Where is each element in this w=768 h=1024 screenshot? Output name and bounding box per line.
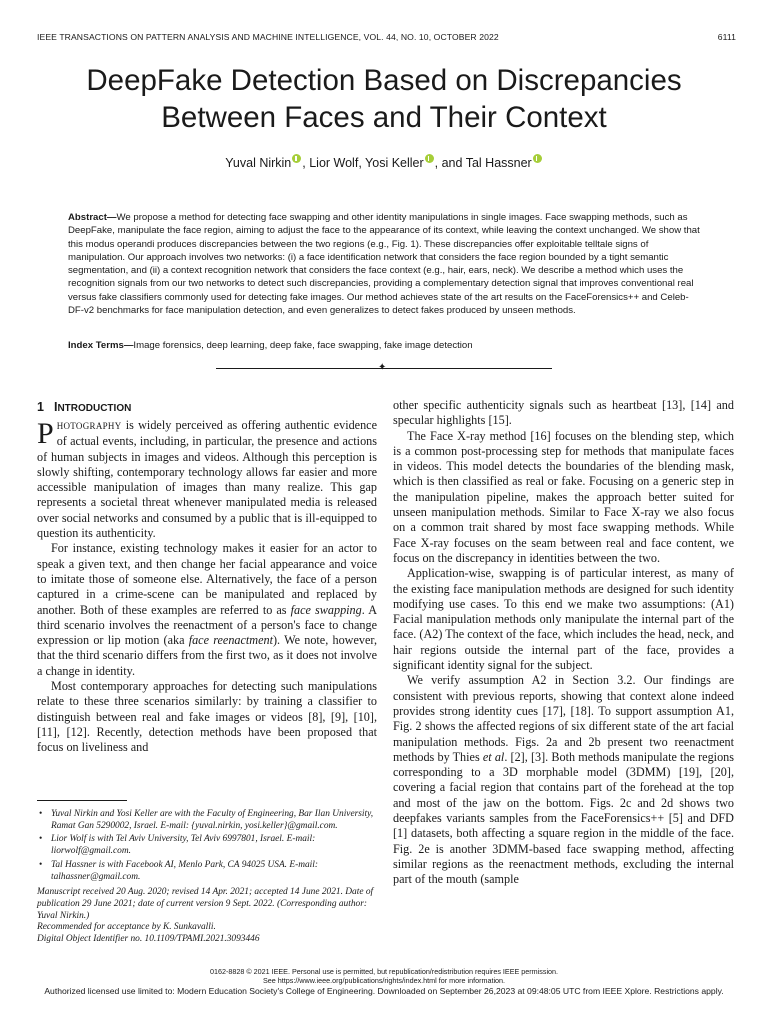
- separator-diamond-icon: ✦: [378, 362, 387, 373]
- author-name: Tal Hassner: [465, 156, 532, 170]
- index-terms-label: Index Terms: [68, 340, 124, 351]
- paragraph: Application-wise, swapping is of particular interest, as many of the existing face manipulation methods are designed for such identity modifying use cases. To this end we make two assumptions: (A1) Facial manipulation methods only manipulate the internal part of the face. (A2) The context of the face, which includes the head, neck, and hair regions outside the internal part of the face, provides a significant identity signal for the subject.: [393, 566, 734, 673]
- section-title-rest: NTRODUCTION: [57, 403, 132, 414]
- paragraph-text: . A third scenario involves the reenactment of a person's face to change expression or lip motion (aka: [37, 602, 377, 648]
- small-caps-lead: HOTOGRAPHY: [56, 421, 122, 431]
- paragraph: [393, 673, 734, 887]
- doi-line: Digital Object Identifier no. 10.1109/TPAMI.2021.3093446: [37, 934, 260, 945]
- index-terms-text: Image forensics, deep learning, deep fake, face swapping, fake image detection: [133, 340, 473, 351]
- abstract-text: We propose a method for detecting face swapping and other identity manipulations in single images. Face swapping methods, such as DeepFake, manipulate the face region, aiming to adjust the face to the appearance of its context, while leaving the context unchanged. We show that this modus operandi produces discrepancies between the two regions (e.g., Fig. 1). These discrepancies offer exploitable telltale signs of manipulation. Our approach involves two networks: (i) a face identification network that considers the face region bounded by a tight semantic segmentation, and (ii) a context recognition network that considers the face context (e.g., hair, ears, neck). We describe a method which uses the recognition signals from our two networks to detect such discrepancies, providing a complementary detection signal that improves conventional real versus fake classifiers commonly used for detecting fake images. Our method achieves state of the art results on the FaceForensics++ and Celeb-DF-v2 benchmarks for face manipulation detection, and even generalizes to detect fakes produced by unseen methods.: [68, 212, 700, 317]
- history-line: Manuscript received 20 Aug. 2020; revised 14 Apr. 2021; accepted 14 June 2021. Date of publication 29 June 2021; date of current version 9 Sept. 2022. (Corresponding author: Yuval Nirkin.): [37, 887, 374, 921]
- page-number: 6111: [717, 32, 736, 42]
- affiliation-footnote: • Tal Hassner is with Facebook AI, Menlo Park, CA 94025 USA. E-mail: talhassner@gmail.com.: [51, 860, 382, 883]
- journal-name: IEEE TRANSACTIONS ON PATTERN ANALYSIS AND MACHINE INTELLIGENCE, VOL. 44, NO. 10, OCTOBER 2022: [37, 32, 499, 42]
- emphasis: et al: [482, 749, 505, 764]
- paragraph: The Face X-ray method [16] focuses on the blending step, which is a common post-processing step for methods that manipulate faces in videos. This model detects the boundaries of the blending mask, which is then classified as real or fake. Focusing on a generic step in the manipulation pipeline, makes the approach better suited for unseen manipulation methods. Similar to Face X-ray we also focus on a common trait shared by most face swapping methods. While Face X-ray focuses on the seam between real and face content, we focus on the discrepancy in identities between the two.: [393, 428, 734, 565]
- abstract-label: Abstract: [68, 212, 107, 223]
- right-column: [393, 398, 734, 888]
- index-terms: Index Terms—Image forensics, deep learning, deep fake, face swapping, fake image detection: [68, 340, 473, 351]
- drop-cap: P: [37, 417, 54, 450]
- orcid-icon[interactable]: [533, 154, 542, 163]
- manuscript-history: [37, 887, 382, 946]
- author-list: [0, 154, 768, 170]
- author-name: Yosi Keller: [365, 156, 424, 170]
- author-separator: , and: [434, 156, 466, 170]
- affiliation-footnote: • Lior Wolf is with Tel Aviv University, Tel Aviv 6997801, Israel. E-mail: liorwolf@gmail.com.: [51, 834, 382, 857]
- paragraph-text: . [2], [3]. Both methods manipulate the regions corresponding to a 3D morphable model (3DMM) [19], [20], covering a facial region that contains part of the forehead at the top and most of the jaw on the bottom. Figs. 2c and 2d shows two deepfakes variants samples from the FaceForensics++ [5] and DFD [1] datasets, both affecting a square region in the middle of the face. Fig. 2e is another 3DMM-based face swapping method, affecting similar regions as the reenactment methods, excluding the internal part of the mouth (sample: [393, 749, 734, 887]
- title-line-2: Between Faces and Their Context: [161, 101, 607, 134]
- paragraph: Most contemporary approaches for detecting such manipulations relate to these three scenarios similarly: by training a classifier to distinguish between real and fake images or videos [8], [9], [10], [11], [12]. Recently, detection methods have been proposed that focus on liveliness and: [37, 679, 377, 755]
- paragraph-text: is widely perceived as offering authentic evidence of actual events, including, in particular, the presence and actions of human subjects in images and videos. Although this perception is slowly shifting, contemporary technology allows far easier and more accessible manipulation of images than many realize. This gap represents a societal threat whenever manipulated media is released over social networks and consumed by a public that is ill-equipped to question its authenticity.: [37, 418, 377, 541]
- author-name: Yuval Nirkin: [225, 156, 292, 170]
- section-heading: [37, 400, 131, 414]
- orcid-icon[interactable]: [425, 154, 434, 163]
- section-number: 1: [37, 400, 44, 414]
- paragraph-text: For instance, existing technology makes it easier for an actor to speak a given text, and then change her facial appearance and voice to imitate those of someone else. Alternatively, the face of a person captured in a crime-scene can be manipulated and replaced by another. Both of these examples are referred to as: [37, 541, 377, 617]
- abstract: Abstract—We propose a method for detecting face swapping and other identity manipulations in single images. Face swapping methods, such as DeepFake, manipulate the face region, aiming to adjust the face to the appearance of its context, while leaving the context unchanged. We show that this modus operandi produces discrepancies between the two regions (e.g., Fig. 1). These discrepancies offer exploitable telltale signs of manipulation. Our approach involves two networks: (i) a face identification network that considers the face region bounded by a tight semantic segmentation, and (ii) a context recognition network that considers the face context (e.g., hair, ears, neck). We describe a method which uses the recognition signals from our two networks to detect such discrepancies, providing a complementary detection signal that improves conventional real versus fake classifiers commonly used for detecting fake images. Our method achieves state of the art results on the FaceForensics++ and Celeb-DF-v2 benchmarks for face manipulation detection, and even generalizes to detect fakes produced by unseen methods.: [68, 212, 700, 317]
- download-notice: Authorized licensed use limited to: Modern Education Society's College of Engineering. Downloaded on September 26,2023 at 09:48:05 UTC from IEEE Xplore. Restrictions apply.: [44, 986, 724, 996]
- paragraph-text: We verify assumption A2 in Section 3.2. Our findings are consistent with previous reports, showing that context alone indeed provides strong identity cues [17], [18]. To support assumption A1, Fig. 2 shows the affected regions of six different state of the art facial manipulation methods. Figs. 2a and 2b present two reenactment methods by Thies: [393, 673, 734, 764]
- paragraph-text: ). We note, however, that the third scenario differs from the first two, as it does not involve a change in identity.: [37, 633, 377, 678]
- author-separator: ,: [302, 156, 310, 170]
- emphasis: face reenactment: [188, 633, 273, 648]
- footnotes: [37, 809, 382, 946]
- copyright-line: 0162-8828 © 2021 IEEE. Personal use is permitted, but republication/redistribution requires IEEE permission.: [209, 967, 559, 976]
- author-name: Lior Wolf: [309, 156, 359, 170]
- paragraph: [37, 418, 377, 541]
- paragraph: other specific authenticity signals such as heartbeat [13], [14] and specular highlights [15].: [393, 398, 734, 428]
- copyright-notice: [0, 967, 768, 985]
- paper-title: [0, 62, 768, 136]
- history-line: Recommended for acceptance by K. Sunkavalli.: [37, 922, 216, 933]
- section-title-initial: I: [53, 400, 58, 414]
- footnote-rule: [37, 800, 127, 801]
- paragraph: [37, 541, 377, 679]
- running-header: [37, 32, 736, 42]
- affiliation-footnote: • Yuval Nirkin and Yosi Keller are with the Faculty of Engineering, Bar Ilan University, Ramat Gan 5290002, Israel. E-mail: {yuval.nirkin, yosi.keller}@gmail.com.: [51, 809, 382, 832]
- title-line-1: DeepFake Detection Based on Discrepancies: [86, 64, 682, 97]
- left-column: [37, 418, 377, 756]
- emphasis: face swapping: [290, 602, 362, 617]
- copyright-line: See https://www.ieee.org/publications/rights/index.html for more information.: [262, 976, 506, 985]
- author-separator: ,: [358, 156, 366, 170]
- orcid-icon[interactable]: [292, 154, 301, 163]
